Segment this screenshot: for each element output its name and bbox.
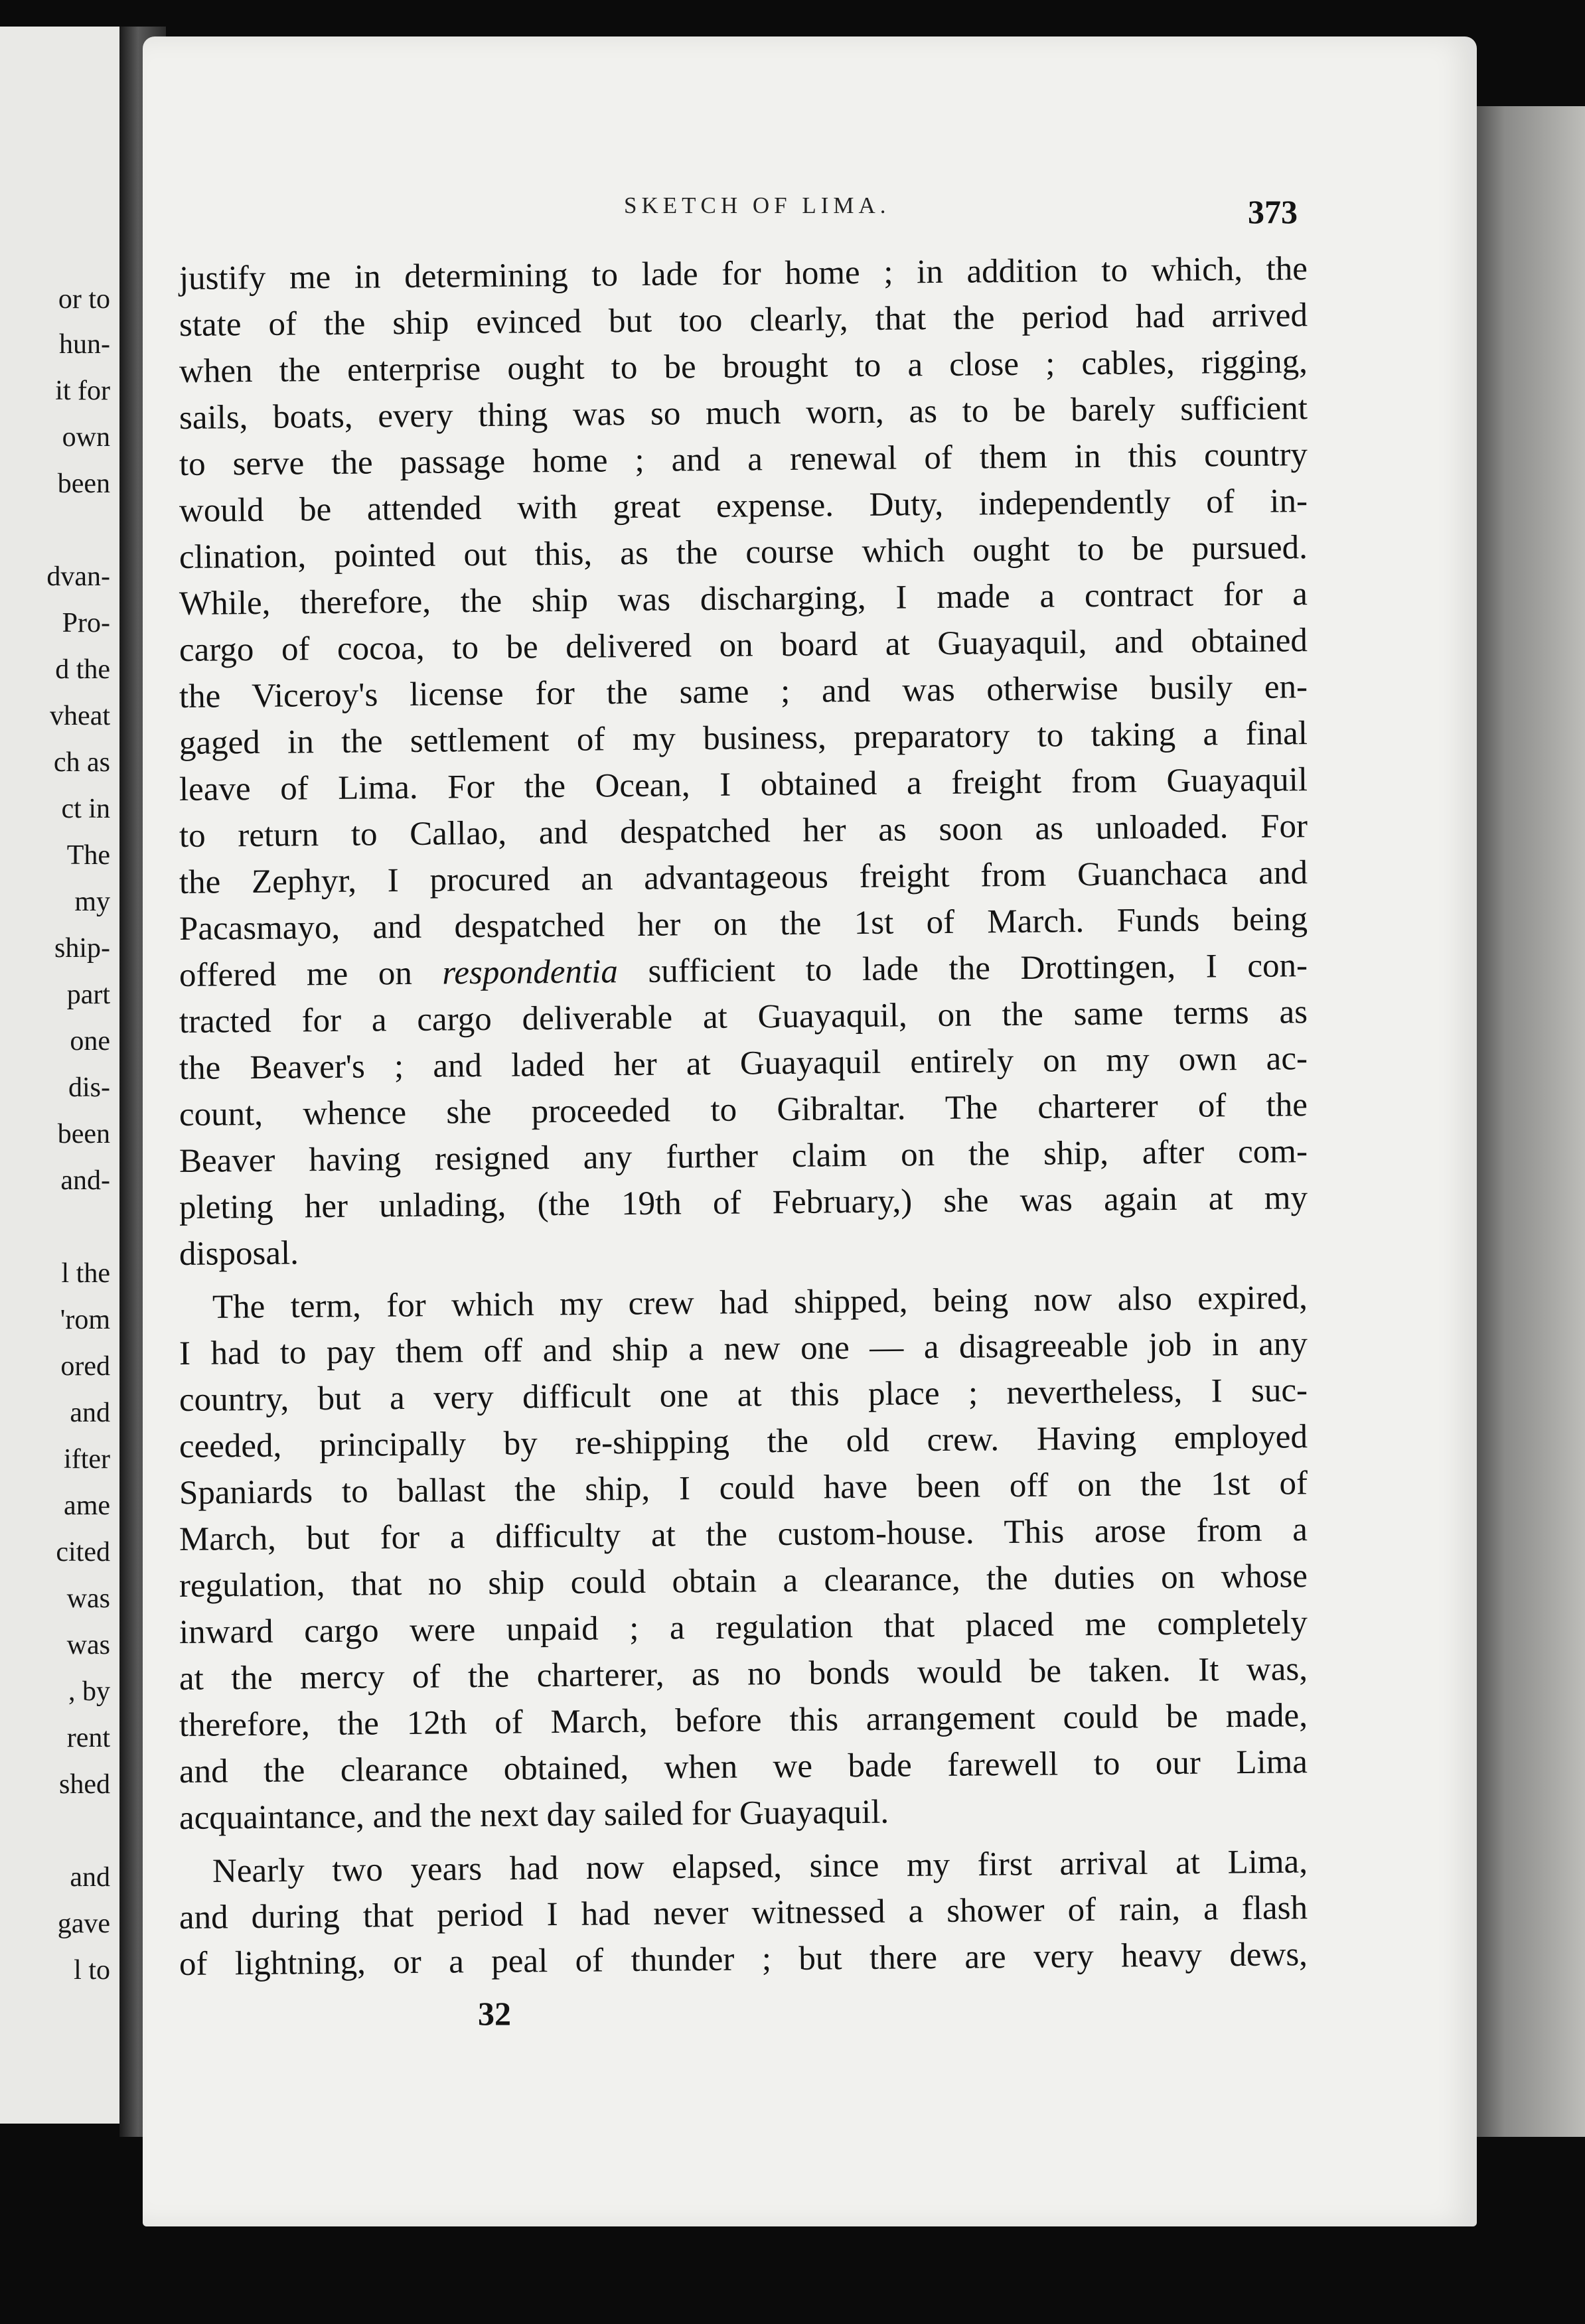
left-fragment-line: or to [58,284,110,315]
previous-page-fragment [0,27,119,2124]
text-line: and during that period I had never witnessed a shower of rain, a flash [179,1889,1308,1936]
left-fragment-line: and- [60,1165,110,1196]
signature-mark: 32 [478,1995,511,2032]
text-line: justify me in determining to lade for home ; in addition to which, the [179,250,1308,297]
text-line: to serve the passage home ; and a renewal of them in this country [179,436,1308,483]
left-fragment-line: cited [56,1537,110,1567]
text-line: therefore, the 12th of March, before this arrangement could be made, [179,1697,1308,1744]
left-fragment-line: my [74,887,110,917]
left-fragment-line: ame [64,1490,110,1521]
text-line: pleting her unlading, (the 19th of February,) she was again at my [179,1179,1308,1226]
left-fragment-line: been [57,469,110,499]
text-line: Pacasmayo, and despatched her on the 1st of March. Funds being [179,901,1308,948]
text-segment: offered me on [179,954,413,994]
text-line: at the mercy of the charterer, as no bonds would be taken. It was, [179,1650,1308,1698]
text-line: sails, boats, every thing was so much worn, as to be barely sufficient [179,390,1308,437]
left-fragment-line: , by [68,1676,110,1707]
text-line: clination, pointed out this, as the course which ought to be pursued. [179,529,1308,576]
left-fragment-line: and [70,1862,110,1893]
text-line: March, but for a difficulty at the custom-house. This arose from a [179,1511,1308,1558]
text-line: the Viceroy's license for the same ; and was otherwise busily en- [179,668,1308,715]
text-line: I had to pay them off and ship a new one — a disagreeable job in any [179,1325,1308,1372]
running-head: SKETCH OF LIMA. [624,192,891,218]
text-line: Spaniards to ballast the ship, I could have been off on the 1st of [179,1465,1308,1512]
left-fragment-line: rent [66,1723,110,1753]
text-line: tracted for a cargo deliverable at Guayaquil, on the same terms as [179,993,1308,1041]
text-line: state of the ship evinced but too clearly, that the period had arrived [179,297,1308,344]
book-cover-edge [1470,106,1585,2137]
left-fragment-line: hun- [59,329,110,360]
text-line: to return to Callao, and despatched her as soon as unloaded. For [179,808,1308,855]
text-line: of lightning, or a peal of thunder ; but there are very heavy dews, [179,1936,1308,1983]
left-fragment-line: gave [57,1909,110,1939]
text-line: the Zephyr, I procured an advantageous freight from Guanchaca and [179,854,1308,901]
text-line: when the enterprise ought to be brought to a close ; cables, rigging, [179,343,1308,390]
left-fragment-line: d the [55,654,110,685]
left-fragment-line: dis- [68,1072,110,1103]
text-line: leave of Lima. For the Ocean, I obtained a freight from Guayaquil [179,761,1308,808]
text-line: ceeded, principally by re-shipping the old crew. Having employed [179,1418,1308,1465]
left-fragment-line: one [70,1026,110,1056]
left-fragment-line: dvan- [46,561,110,592]
left-fragment-line: been [57,1119,110,1149]
italic-term: respondentia [442,953,619,992]
page-number: 373 [1248,193,1298,230]
text-line: gaged in the settlement of my business, preparatory to taking a final [179,715,1308,762]
text-segment: sufficient to lade the Drottingen, I con- [648,947,1308,990]
text-line: country, but a very difficult one at this place ; nevertheless, I suc- [179,1372,1308,1419]
text-line: acquaintance, and the next day sailed for Guayaquil. [179,1793,889,1837]
left-fragment-line: ifter [64,1444,110,1475]
left-fragment-line: ship- [54,933,110,964]
paragraph-first-line: Nearly two years had now elapsed, since my first arrival at Lima, [212,1843,1308,1890]
left-fragment-line: l the [61,1258,110,1289]
text-line: count, whence she proceeded to Gibraltar. The charterer of the [179,1086,1308,1133]
left-fragment-line: was [66,1583,110,1614]
text-line: Beaver having resigned any further claim on the ship, after com- [179,1133,1308,1180]
left-fragment-line: own [62,422,110,453]
text-line: disposal. [179,1234,299,1273]
text-line: would be attended with great expense. Duty, independently of in- [179,482,1308,530]
left-fragment-line: vheat [50,701,110,731]
text-line: inward cargo were unpaid ; a regulation that placed me completely [179,1604,1308,1651]
text-line: and the clearance obtained, when we bade farewell to our Lima [179,1743,1308,1790]
left-fragment-line: it for [55,376,110,406]
text-line: cargo of cocoa, to be delivered on board at Guayaquil, and obtained [179,622,1308,669]
left-fragment-line: part [66,980,110,1010]
left-fragment-line: The [66,840,110,871]
paragraph-first-line: The term, for which my crew had shipped, being now also expired, [212,1279,1308,1326]
left-fragment-line: ored [60,1351,110,1382]
left-fragment-line: Pro- [62,608,110,638]
text-line: regulation, that no ship could obtain a clearance, the duties on whose [179,1558,1308,1605]
left-fragment-line: and [70,1398,110,1428]
text-line: While, therefore, the ship was discharging, I made a contract for a [179,575,1308,622]
left-fragment-line: 'rom [60,1305,110,1335]
left-fragment-line: l to [74,1955,110,1986]
left-fragment-line: was [66,1630,110,1660]
text-line: the Beaver's ; and laded her at Guayaquil entirely on my own ac- [179,1040,1308,1087]
left-fragment-line: ch as [53,747,110,778]
left-fragment-line: shed [59,1769,110,1800]
left-fragment-line: ct in [61,794,110,824]
